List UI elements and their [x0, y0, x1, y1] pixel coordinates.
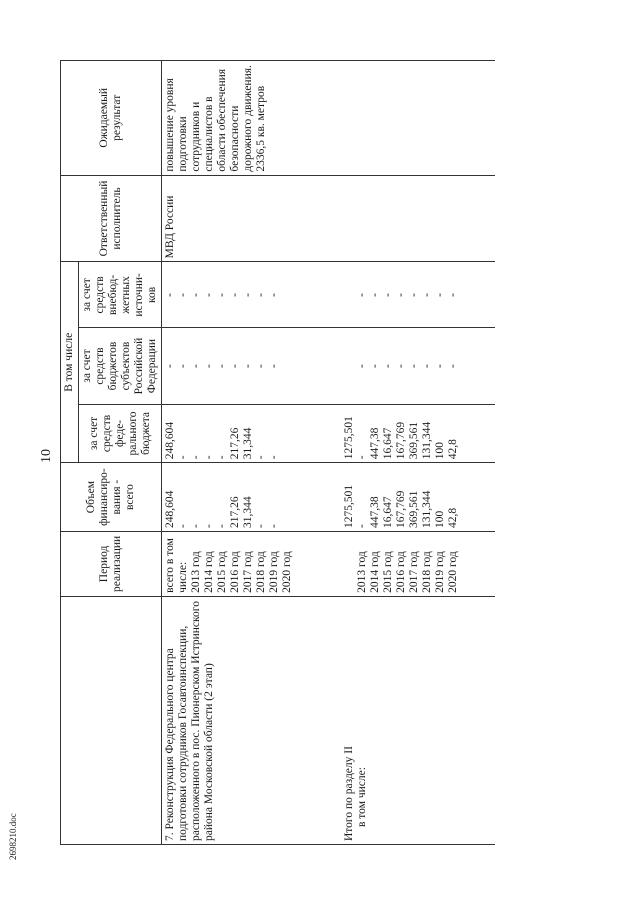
total-volume-value-4: 167,769 [395, 490, 407, 528]
row7-volume-value-5: 217,26 [229, 496, 241, 528]
total-result [341, 61, 495, 176]
row7-period-0: всего в том числе: [164, 538, 189, 593]
header-subjects: за счет средств бюджетов субъектов Российской Федерации [79, 328, 162, 404]
total-federal [341, 404, 495, 463]
row7-period-4: 2016 год [229, 551, 241, 593]
row7-subjects [162, 328, 342, 404]
total-federal-value-4: 167,769 [395, 421, 407, 460]
row7-volume-value-4: - [216, 524, 228, 528]
total-volume-value-8: 42,8 [447, 507, 459, 528]
total-name [341, 596, 495, 844]
row7-extra-value-5: - [229, 292, 241, 297]
total-federal-value-2: 447,38 [369, 427, 381, 460]
total-volume-value-5: 369,561 [408, 490, 420, 528]
row7-volume-value-8: - [268, 524, 280, 528]
total-period-6: 2018 год [421, 551, 433, 593]
total-extra-value-2: - [369, 292, 381, 297]
row7-subjects-value-8: - [268, 364, 280, 368]
header-name [61, 596, 162, 844]
total-title: Итого по разделу II [343, 746, 355, 841]
row7-federal-value-6: 31,344 [242, 427, 254, 460]
total-extra-value-3: - [382, 292, 394, 297]
row7-extra [162, 262, 342, 328]
header-including: В том числе [61, 262, 79, 463]
row7-period-2: 2014 год [203, 551, 215, 593]
row7-result: повышение уровня подготовки сотрудников и специалистов в области обеспечения безопасности дорожного движения. 2336,5 кв. метров [162, 61, 342, 176]
row7-period-5: 2017 год [242, 551, 254, 593]
total-volume-value-1: - [356, 524, 368, 528]
total-extra-value-6: - [421, 292, 433, 297]
row7-volume-value-3: - [203, 524, 215, 528]
total-period-2: 2014 год [369, 551, 381, 593]
row7-federal-value-8: - [268, 455, 280, 460]
total-subjects-value-0 [343, 331, 356, 400]
total-period-5: 2017 год [408, 551, 420, 593]
row7-extra-value-8: - [268, 292, 280, 297]
total-periods [341, 531, 495, 596]
total-extra-value-4: - [395, 292, 407, 297]
row7-period-3: 2015 год [216, 551, 228, 593]
file-footer: 2698210.doc [8, 813, 18, 860]
row7-federal-value-7: - [255, 455, 267, 460]
row7-subjects-value-5: - [229, 364, 241, 368]
total-extra-value-1: - [356, 292, 368, 297]
row7-subjects-value-1: - [177, 364, 189, 368]
header-period: Период реализации [61, 531, 162, 596]
total-federal-value-1: - [356, 455, 368, 460]
total-subjects-value-5: - [408, 364, 420, 368]
total-period-7: 2019 год [434, 551, 446, 593]
row7-subjects-value-0: - [164, 364, 176, 368]
row7-periods [162, 531, 342, 596]
row7-name: 7. Реконструкция Федерального центра подготовки сотрудников Госавтоинспекции, расположенного в пос. Пионерском Истринского района Московской области (2 этап) [162, 596, 342, 844]
total-extra-value-8: - [447, 292, 459, 297]
total-period-8: 2020 год [447, 551, 459, 593]
total-subjects-value-3: - [382, 364, 394, 368]
row7-extra-value-7: - [255, 292, 267, 297]
row7-extra-value-6: - [242, 292, 254, 297]
total-federal-value-3: 16,647 [382, 427, 394, 460]
header-result: Ожидаемый результат [61, 61, 162, 176]
total-volume-value-2: 447,38 [369, 496, 381, 528]
total-federal-value-6: 131,344 [421, 421, 433, 460]
total-subjects-value-2: - [369, 364, 381, 368]
row7-subjects-value-3: - [203, 364, 215, 368]
row7-extra-value-0: - [164, 292, 176, 297]
total-subjects-value-8: - [447, 364, 459, 368]
row7-subjects-value-2: - [190, 364, 202, 368]
row7-federal [162, 404, 342, 463]
row7-federal-value-3: - [203, 455, 215, 460]
row7-extra-value-1: - [177, 292, 189, 297]
total-subjects-value-6: - [421, 364, 433, 368]
total-volume-value-7: 100 [434, 510, 446, 528]
row7-federal-value-5: 217,26 [229, 427, 241, 460]
row7-extra-value-2: - [190, 292, 202, 297]
total-federal-value-8: 42,8 [447, 439, 459, 460]
row7-volume-value-7: - [255, 524, 267, 528]
total-federal-value-0: 1275,501 [343, 416, 355, 460]
row7-federal-value-1: - [177, 455, 189, 460]
row7-period-8: 2020 год [281, 551, 293, 593]
total-volume-value-6: 131,344 [421, 490, 433, 528]
total-subjects [341, 328, 495, 404]
rotated-table-wrapper [60, 60, 640, 845]
total-period-3: 2015 год [382, 551, 394, 593]
header-extra: за счет средств внебюд-жетных источни-ков [79, 262, 162, 328]
row7-volume-value-0: 248,604 [164, 490, 176, 528]
total-sub: в том числе: [356, 767, 368, 827]
total-extra-value-0 [343, 265, 356, 324]
row7-federal-value-2: - [190, 455, 202, 460]
total-subjects-value-7: - [434, 364, 446, 368]
total-subjects-value-4: - [395, 364, 407, 368]
total-period-0 [343, 535, 356, 593]
header-federal: за счет средств феде-рального бюджета [79, 404, 162, 463]
total-volume-value-3: 16,647 [382, 496, 394, 528]
row7-extra-value-3: - [203, 292, 215, 297]
row7-volume-value-6: 31,344 [242, 496, 254, 528]
row7-volume-value-1: - [177, 524, 189, 528]
total-extra-value-5: - [408, 292, 420, 297]
total-volume-value-0: 1275,501 [343, 484, 355, 528]
total-federal-value-5: 369,561 [408, 421, 420, 460]
total-extra-value-7: - [434, 292, 446, 297]
row7-period-6: 2018 год [255, 551, 267, 593]
row7-period-1: 2013 год [190, 551, 202, 593]
total-executor [341, 175, 495, 262]
row7-federal-value-4: - [216, 455, 228, 460]
row7-subjects-value-7: - [255, 364, 267, 368]
row7-executor: МВД России [162, 175, 342, 262]
row7-period-7: 2019 год [268, 551, 280, 593]
row7-extra-value-4: - [216, 292, 228, 297]
row7-federal-value-0: 248,604 [164, 421, 176, 460]
total-period-1: 2013 год [356, 551, 368, 593]
header-volume: Объем финансиро-вания - всего [61, 463, 162, 532]
header-executor: Ответственный исполнитель [61, 175, 162, 262]
row7-subjects-value-4: - [216, 364, 228, 368]
total-federal-value-7: 100 [434, 441, 446, 460]
total-extra [341, 262, 495, 328]
total-period-4: 2016 год [395, 551, 407, 593]
row7-volume [162, 463, 342, 532]
page-number: 10 [39, 449, 54, 463]
row7-subjects-value-6: - [242, 364, 254, 368]
total-subjects-value-1: - [356, 364, 368, 368]
total-volume [341, 463, 495, 532]
row7-volume-value-2: - [190, 524, 202, 528]
program-table [60, 60, 495, 845]
